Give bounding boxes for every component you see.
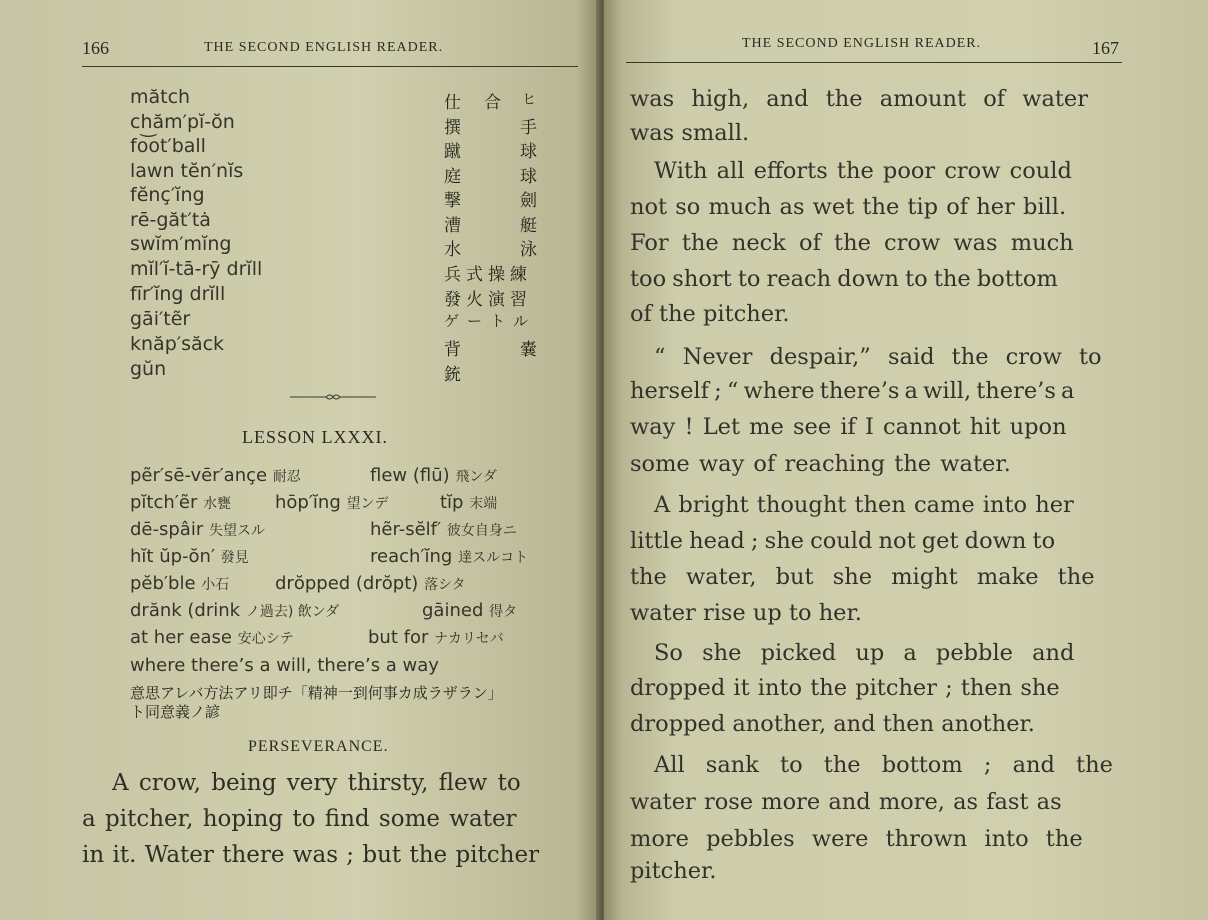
- glossary-en: hẽr-sĕlf′: [370, 519, 442, 540]
- header-rule-left: [82, 66, 578, 67]
- glossary-entry: [130, 492, 231, 513]
- vocab-jp: 銃: [444, 365, 461, 385]
- text-line: herself ; “ where there’s a will, there’s a: [630, 378, 1075, 404]
- text-line: A crow, being very thirsty, flew to: [112, 770, 521, 796]
- glossary-entry: [422, 600, 517, 621]
- vocab-jp: 背: [444, 340, 461, 360]
- text-line: of the pitcher.: [630, 301, 790, 327]
- text-line: With all efforts the poor crow could: [654, 158, 1072, 184]
- glossary-jp: 達スルコト: [458, 550, 529, 566]
- vocab-jp: 發火演習: [444, 290, 532, 310]
- text-line: was high, and the amount of water: [630, 86, 1089, 112]
- vocab-word: chăm′pĭ-ŏn: [130, 111, 235, 133]
- glossary-entry: [130, 627, 294, 648]
- vocab-jp: 撰: [444, 118, 461, 138]
- glossary-entry: [275, 492, 389, 513]
- text-line: pitcher.: [630, 858, 717, 884]
- left-page: [0, 0, 600, 920]
- text-line: All sank to the bottom ; and the: [654, 752, 1113, 778]
- vocab-word: gŭn: [130, 358, 167, 380]
- text-line: water rise up to her.: [630, 600, 862, 626]
- glossary-entry: [368, 627, 504, 648]
- vocab-word: mĭl′ĭ-tā-rȳ drĭll: [130, 258, 263, 280]
- glossary-en: pẽr′sē-vēr′ançe: [130, 465, 268, 486]
- vocab-word: mătch: [130, 86, 191, 108]
- page-number-left: 166: [82, 38, 109, 58]
- glossary-entry: [130, 573, 229, 594]
- glossary-en: tĭp: [440, 492, 464, 513]
- vocab-jp: ゲートル: [444, 312, 537, 330]
- vocab-word: fo͝ot′ball: [130, 135, 206, 157]
- vocab-word: lawn tĕn′nĭs: [130, 160, 244, 182]
- story-title: PERSEVERANCE.: [248, 738, 389, 755]
- glossary-jp: 失望スル: [208, 523, 265, 539]
- text-line: in it. Water there was ; but the pitcher: [82, 842, 540, 868]
- glossary-jp: 水甕: [203, 496, 232, 512]
- text-line: “ Never despair,” said the crow to: [654, 344, 1102, 370]
- glossary-jp: 發見: [220, 550, 249, 566]
- glossary-jp: ノ過去) 飲ンダ: [245, 604, 340, 620]
- glossary-entry: [370, 519, 517, 540]
- text-line: For the neck of the crow was much: [630, 230, 1074, 256]
- text-line: way ! Let me see if I cannot hit upon: [630, 414, 1067, 440]
- glossary-en: pĕb′ble: [130, 573, 196, 594]
- vocab-word: swĭm′mĭng: [130, 233, 232, 255]
- vocab-jp: 兵式操練: [444, 265, 532, 285]
- glossary-entry: [275, 573, 465, 594]
- vocab-jp: 艇: [520, 216, 537, 236]
- glossary-en: drŏpped (drŏpt): [275, 573, 419, 594]
- text-line: too short to reach down to the bottom: [630, 266, 1058, 292]
- text-line: little head ; she could not get down to: [630, 528, 1056, 554]
- glossary-entry: [130, 546, 249, 567]
- vocab-word: fĕnç′ĭng: [130, 184, 205, 206]
- text-line: dropped it into the pitcher ; then she: [630, 675, 1060, 701]
- running-head-right: THE SECOND ENGLISH READER.: [742, 36, 982, 51]
- vocab-jp: ヒ: [522, 92, 536, 108]
- vocab-jp: 球: [520, 167, 537, 187]
- proverb-jp: ト同意義ノ諺: [130, 703, 221, 721]
- vocab-jp: 合: [484, 93, 501, 113]
- vocab-word: gāi′tẽr: [130, 308, 191, 330]
- page-number-right: 167: [1092, 38, 1119, 58]
- vocab-jp: 球: [520, 142, 537, 162]
- lesson-heading: LESSON LXXXI.: [242, 427, 388, 447]
- glossary-entry: [370, 546, 528, 567]
- glossary-entry: [370, 465, 497, 486]
- glossary-jp: 彼女自身ニ: [446, 523, 517, 539]
- text-line: the water, but she might make the: [630, 564, 1095, 590]
- glossary-jp: 末端: [469, 496, 498, 512]
- vocab-word: fīr′ĭng drĭll: [130, 283, 226, 305]
- proverb: where there’s a will, there’s a way: [130, 655, 439, 676]
- glossary-jp: 望ンデ: [346, 496, 389, 512]
- text-line: some way of reaching the water.: [630, 451, 1011, 477]
- glossary-entry: [440, 492, 497, 513]
- text-line: more pebbles were thrown into the: [630, 826, 1083, 852]
- glossary-jp: 飛ンダ: [455, 469, 497, 485]
- vocab-jp: 撃: [444, 191, 461, 211]
- proverb-jp: 意思アレバ方法アリ即チ「精神一到何事カ成ラザラン」: [130, 684, 503, 702]
- glossary-jp: 小石: [201, 577, 230, 593]
- text-line: was small.: [630, 120, 750, 146]
- glossary-en: flew (flū): [370, 465, 450, 486]
- vocab-jp: 庭: [444, 167, 461, 187]
- glossary-en: but for: [368, 627, 429, 648]
- vocab-jp: 劍: [520, 191, 537, 211]
- glossary-jp: ナカリセバ: [434, 631, 504, 647]
- glossary-entry: [130, 600, 339, 621]
- text-line: a pitcher, hoping to find some water: [82, 806, 517, 832]
- text-line: water rose more and more, as fast as: [630, 789, 1062, 815]
- vocab-word: rē-găt′tȧ: [130, 209, 211, 231]
- glossary-jp: 落シタ: [424, 577, 466, 593]
- glossary-en: drănk (drink: [130, 600, 241, 621]
- vocab-jp: 手: [520, 118, 537, 138]
- text-line: not so much as wet the tip of her bill.: [630, 194, 1067, 220]
- vocab-jp: 漕: [444, 216, 461, 236]
- right-page: [604, 0, 1208, 920]
- glossary-entry: [130, 465, 301, 486]
- vocab-word: knăp′săck: [130, 333, 225, 355]
- text-line: A bright thought then came into her: [654, 492, 1074, 518]
- glossary-en: at her ease: [130, 627, 232, 648]
- header-rule-right: [626, 62, 1122, 63]
- glossary-jp: 耐忍: [272, 469, 301, 485]
- glossary-en: gāined: [422, 600, 484, 621]
- text-line: dropped another, and then another.: [630, 711, 1035, 737]
- running-head-left: THE SECOND ENGLISH READER.: [204, 40, 444, 55]
- glossary-en: dē-spâir: [130, 519, 204, 540]
- vocab-jp: 嚢: [520, 340, 537, 360]
- glossary-en: reach′ĭng: [370, 546, 453, 567]
- text-line: So she picked up a pebble and: [654, 640, 1075, 666]
- vocab-jp: 蹴: [444, 142, 461, 162]
- glossary-jp: 安心シテ: [237, 631, 294, 647]
- vocab-jp: 水: [444, 240, 461, 260]
- vocab-jp: 泳: [520, 240, 537, 260]
- glossary-en: pĭtch′ẽr: [130, 492, 198, 513]
- glossary-en: hĭt ŭp-ŏn′: [130, 546, 216, 567]
- ornament-divider: [290, 392, 376, 402]
- glossary-entry: [130, 519, 265, 540]
- glossary-jp: 得タ: [489, 604, 518, 620]
- glossary-en: hōp′ĭng: [275, 492, 341, 513]
- vocab-jp: 仕: [444, 93, 461, 113]
